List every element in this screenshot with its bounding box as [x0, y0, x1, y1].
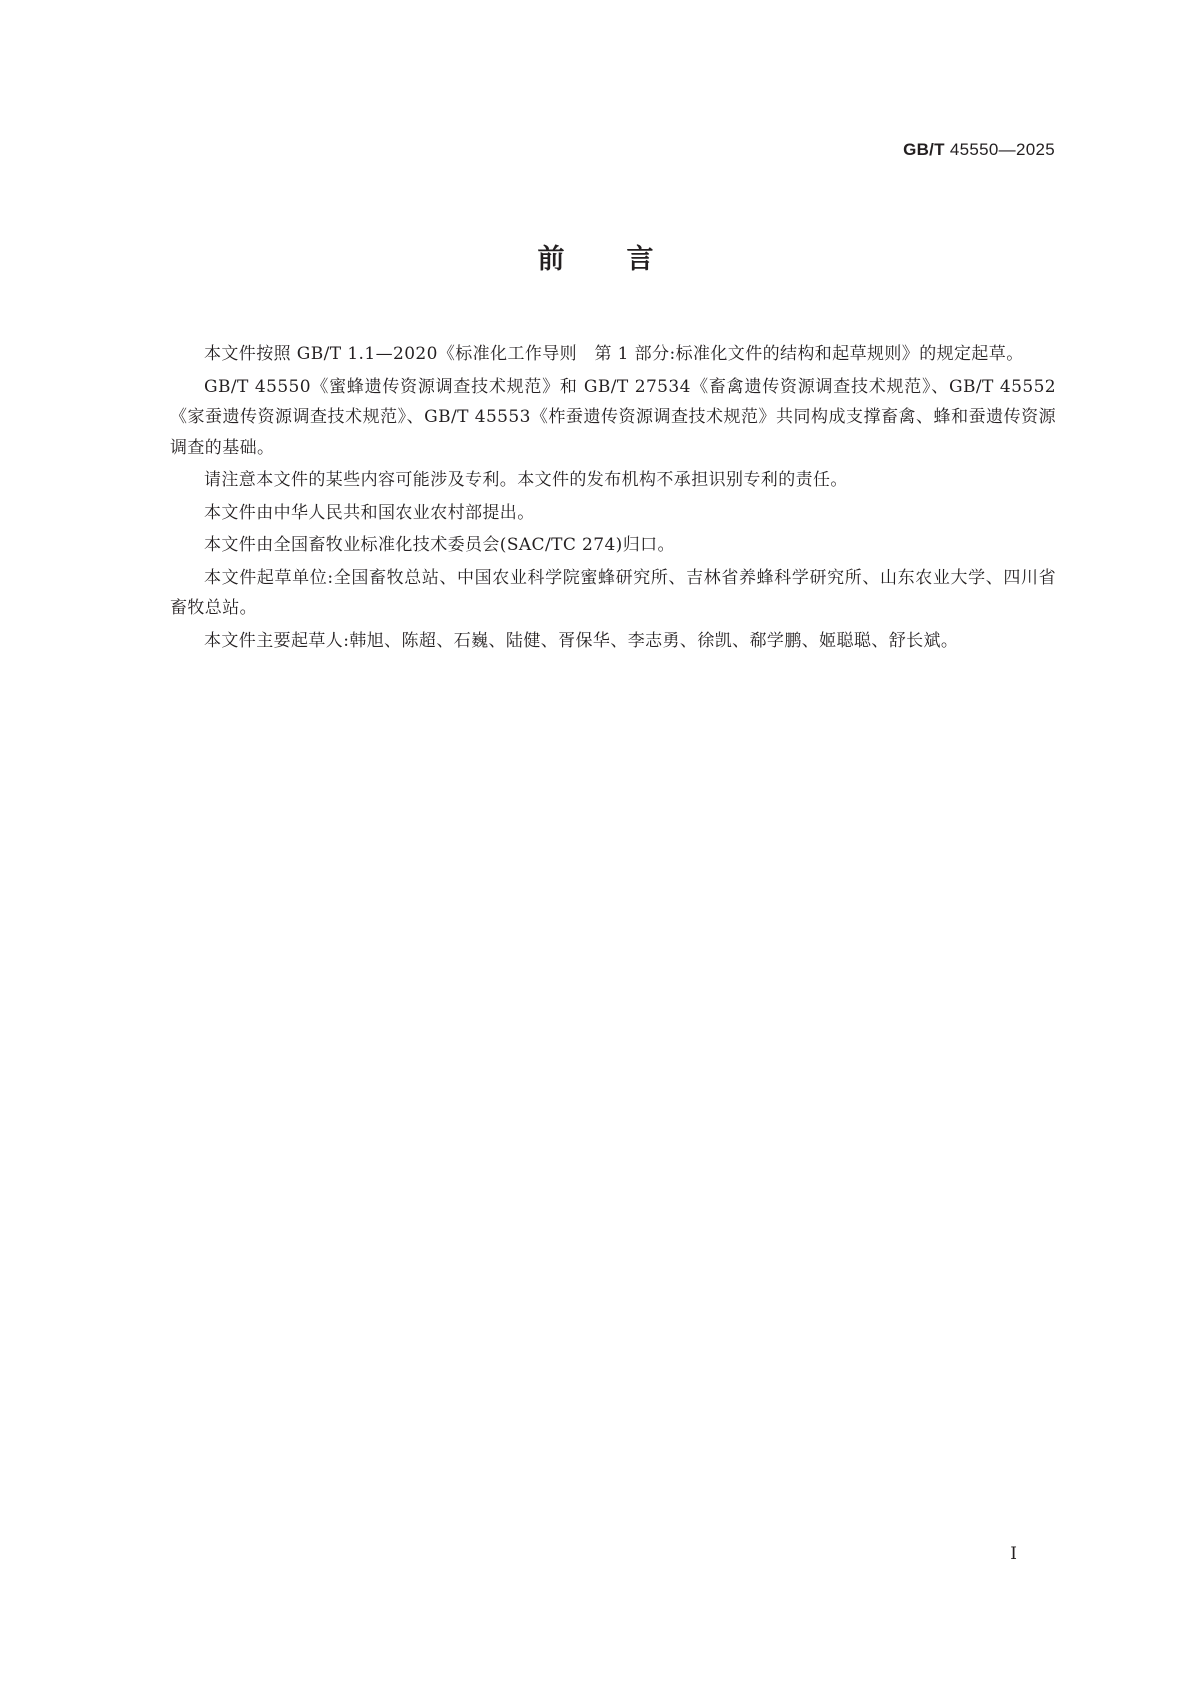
paragraph-patent-notice: 请注意本文件的某些内容可能涉及专利。本文件的发布机构不承担识别专利的责任。: [204, 470, 848, 490]
page-number: I: [1010, 1544, 1017, 1564]
paragraph-drafting-rules: 本文件按照 GB/T 1.1—2020《标准化工作导则 第 1 部分:标准化文件的结构和起草规则》的规定起草。: [204, 344, 1024, 364]
paragraph-drafting-units: 本文件起草单位:全国畜牧总站、中国农业科学院蜜蜂研究所、吉林省养蜂科学研究所、山东农业大学、四川省畜牧总站。: [170, 567, 1056, 618]
standard-code: [903, 140, 1055, 160]
standard-code-prefix: GB/T: [903, 140, 945, 159]
paragraph-technical-committee: 本文件由全国畜牧业标准化技术委员会(SAC/TC 274)归口。: [204, 535, 675, 555]
paragraph-proposer: 本文件由中华人民共和国农业农村部提出。: [204, 502, 535, 523]
standard-code-number: 45550—2025: [944, 140, 1055, 159]
foreword-body: [170, 339, 1056, 658]
paragraph-related-standards: GB/T 45550《蜜蜂遗传资源调查技术规范》和 GB/T 27534《畜禽遗传资源调查技术规范》、GB/T 45552《家蚕遗传资源调查技术规范》、GB/T 45553《柞蚕遗传资源调查技术规范》共同构成支撑畜禽、蜂和蚕遗传资源调查的基础。: [170, 376, 1056, 458]
page-title: 前言: [537, 244, 716, 275]
paragraph-drafters: 本文件主要起草人:韩旭、陈超、石巍、陆健、胥保华、李志勇、徐凯、郗学鹏、姬聪聪、舒长斌。: [204, 630, 959, 651]
